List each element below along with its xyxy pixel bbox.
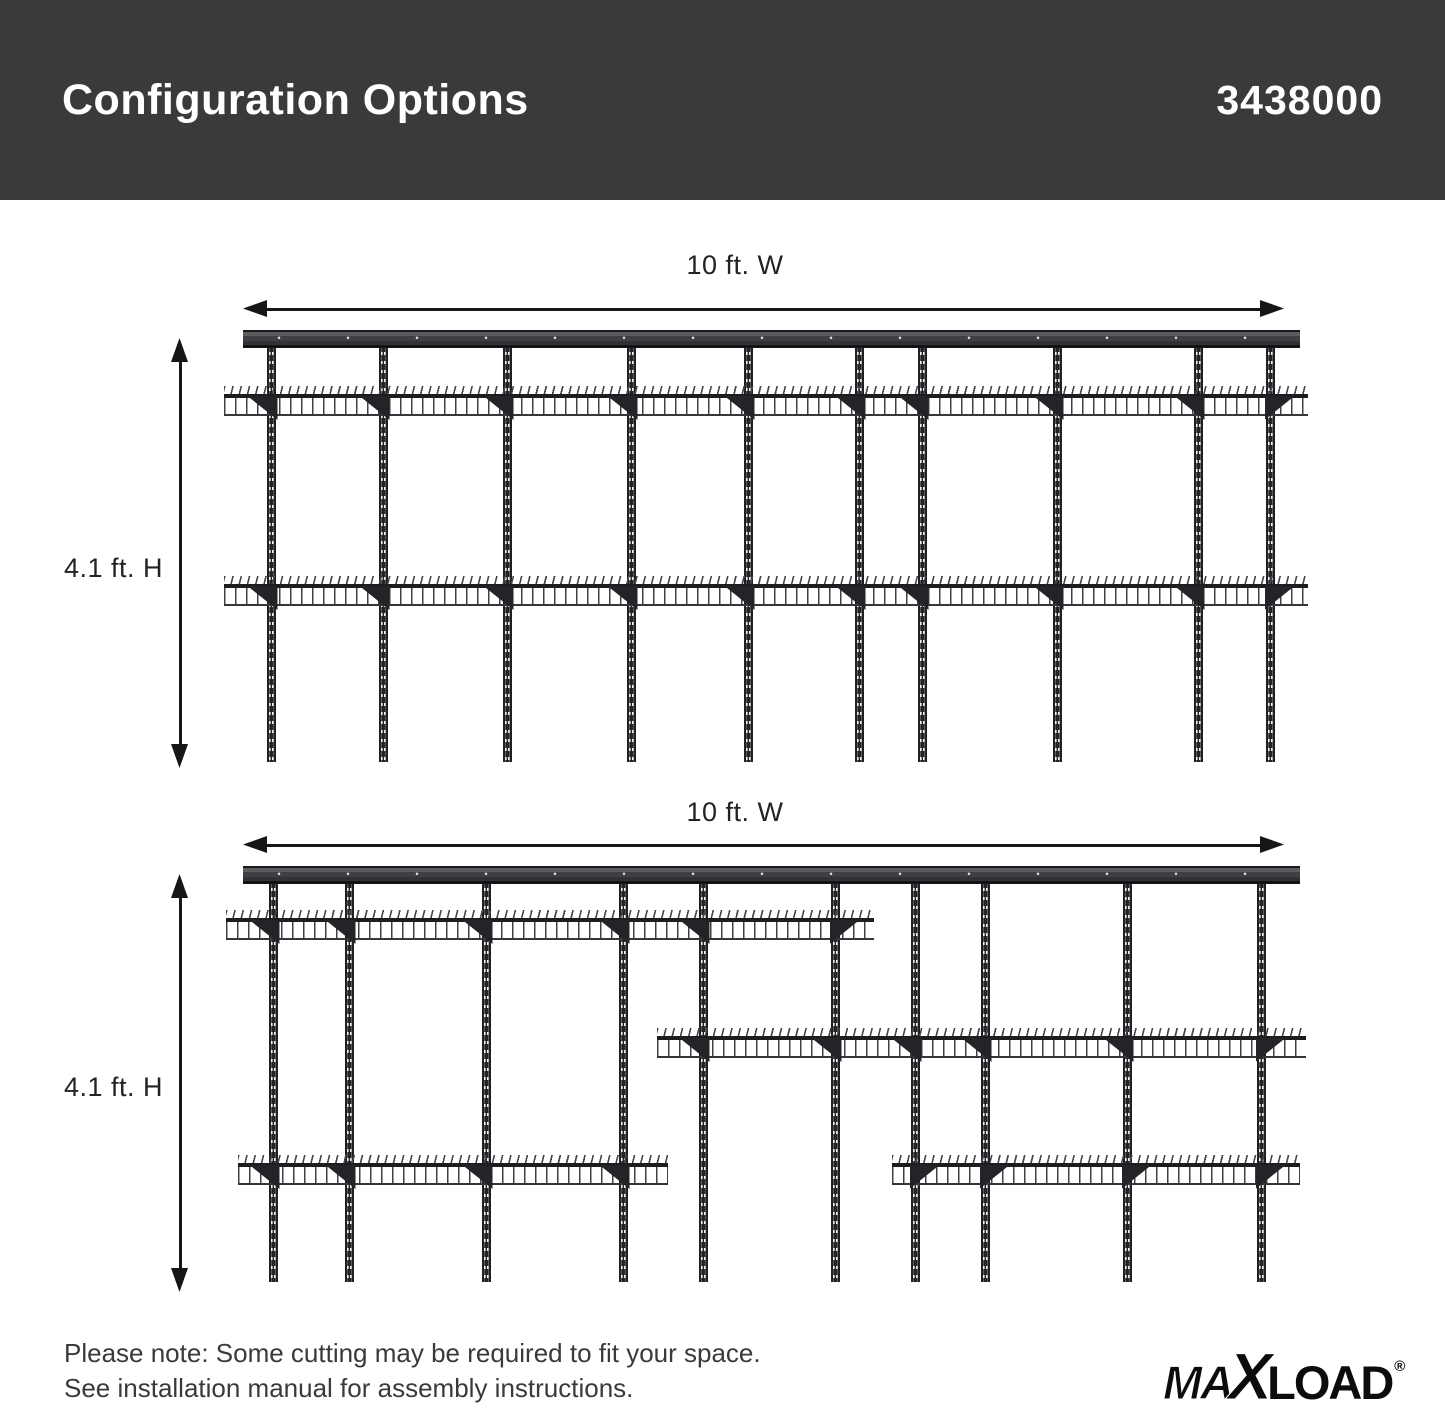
width-arrow-line	[259, 844, 1268, 847]
wire-shelf	[892, 1155, 1300, 1185]
brand-logo-max: MA	[1163, 1356, 1233, 1409]
brand-logo-x-glyph: X	[1228, 1339, 1273, 1413]
height-dimension-label: 4.1 ft. H	[64, 553, 164, 583]
height-arrow-head-up	[171, 874, 188, 898]
upright-standard	[911, 870, 920, 1282]
width-arrow-head-left	[243, 836, 267, 853]
width-dimension-label: 10 ft. W	[686, 250, 784, 280]
upright-standard	[981, 870, 990, 1282]
upright-standard	[1123, 870, 1132, 1282]
width-arrow-head-right	[1260, 836, 1284, 853]
registered-trademark: ®	[1394, 1358, 1406, 1375]
brand-logo	[1163, 1338, 1405, 1414]
height-arrow-line	[179, 890, 182, 1276]
wire-shelf	[238, 1155, 668, 1185]
brand-logo-load: LOAD	[1267, 1356, 1393, 1409]
upright-standard	[1257, 870, 1266, 1282]
model-number: 3438000	[1216, 76, 1383, 123]
wire-shelf	[226, 910, 874, 940]
height-dimension-label: 4.1 ft. H	[64, 1072, 164, 1102]
page-title: Configuration Options	[62, 75, 529, 124]
top-hang-rail	[243, 866, 1300, 884]
footer-note	[64, 1336, 761, 1406]
width-dimension-label: 10 ft. W	[686, 797, 784, 827]
height-arrow-head-down	[171, 1268, 188, 1292]
footer-note-line1: Please note: Some cutting may be required to fit your space.	[64, 1338, 761, 1368]
footer-note-line2: See installation manual for assembly instructions.	[64, 1373, 634, 1403]
